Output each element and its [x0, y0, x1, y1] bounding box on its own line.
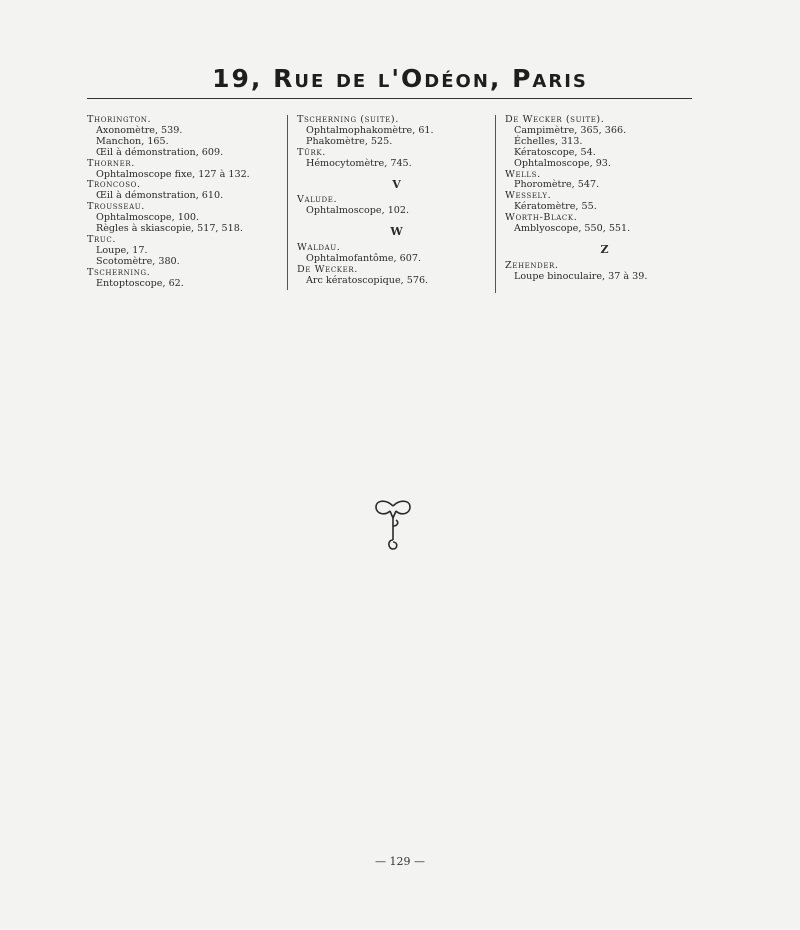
index-entry: Œil à démonstration, 609. — [96, 146, 224, 158]
index-entry: Règles à skiascopie, 517, 518. — [96, 223, 243, 235]
index-name: Troncoso. — [87, 179, 141, 191]
index-entry: Phoromètre, 547. — [514, 179, 600, 191]
index-letter: Z — [600, 242, 610, 256]
index-name: Tscherning. — [87, 266, 151, 278]
index-entry: Hémocytomètre, 745. — [306, 157, 412, 169]
index-entry: Loupe binoculaire, 37 à 39. — [514, 270, 648, 282]
index-name: Trousseau. — [87, 201, 145, 213]
index-column-2 — [287, 115, 497, 290]
floral-ornament-icon — [372, 496, 414, 552]
index-entry: Kératomètre, 55. — [514, 201, 597, 213]
index-entry: Arc kératoscopique, 576. — [306, 274, 429, 286]
index-column-3 — [495, 115, 705, 293]
page-header: 19, Rue de l'Odéon, Paris — [212, 64, 588, 93]
index-name: Zehender. — [505, 259, 559, 271]
index-entry: Phakomètre, 525. — [306, 135, 393, 147]
index-entry: Ophtalmophakomètre, 61. — [306, 124, 434, 136]
index-entry: Ophtalmofantôme, 607. — [306, 253, 422, 265]
index-name: Waldau. — [297, 242, 341, 254]
index-name: Thorner. — [87, 157, 135, 169]
index-entry: Scotomètre, 380. — [96, 255, 180, 267]
index-entry: Amblyoscope, 550, 551. — [514, 223, 631, 235]
index-column-1 — [87, 115, 282, 290]
index-entry: Ophtalmoscope, 100. — [96, 212, 200, 224]
index-name: Tscherning (suite). — [297, 114, 399, 125]
index-name: Truc. — [87, 233, 116, 245]
index-name: De Wecker. — [297, 263, 358, 275]
index-name: Wessely. — [505, 190, 552, 202]
index-name: Thorington. — [87, 114, 152, 125]
index-letter: V — [392, 177, 402, 191]
index-name: Türk. — [297, 146, 326, 158]
index-entry: Axonomètre, 539. — [96, 124, 183, 136]
index-letter: W — [390, 225, 404, 239]
index-entry: Manchon, 165. — [96, 135, 169, 147]
index-entry: Œil à démonstration, 610. — [96, 190, 224, 202]
index-name: Valude. — [297, 194, 338, 206]
index-entry: Ophtalmoscope, 93. — [514, 157, 611, 169]
index-name: De Wecker (suite). — [505, 114, 605, 125]
index-entry: Échelles, 313. — [514, 135, 583, 147]
index-entry: Campimètre, 365, 366. — [514, 124, 627, 136]
index-entry: Ophtalmoscope fixe, 127 à 132. — [96, 168, 250, 180]
index-entry: Ophtalmoscope, 102. — [306, 205, 410, 217]
index-name: Wells. — [505, 168, 541, 180]
header-rule — [87, 98, 692, 99]
page-number: — 129 — — [375, 855, 425, 868]
index-entry: Kératoscope, 54. — [514, 146, 596, 158]
index-entry: Loupe, 17. — [96, 244, 148, 256]
index-name: Worth-Black. — [505, 212, 578, 224]
index-entry: Entoptoscope, 62. — [96, 277, 184, 289]
